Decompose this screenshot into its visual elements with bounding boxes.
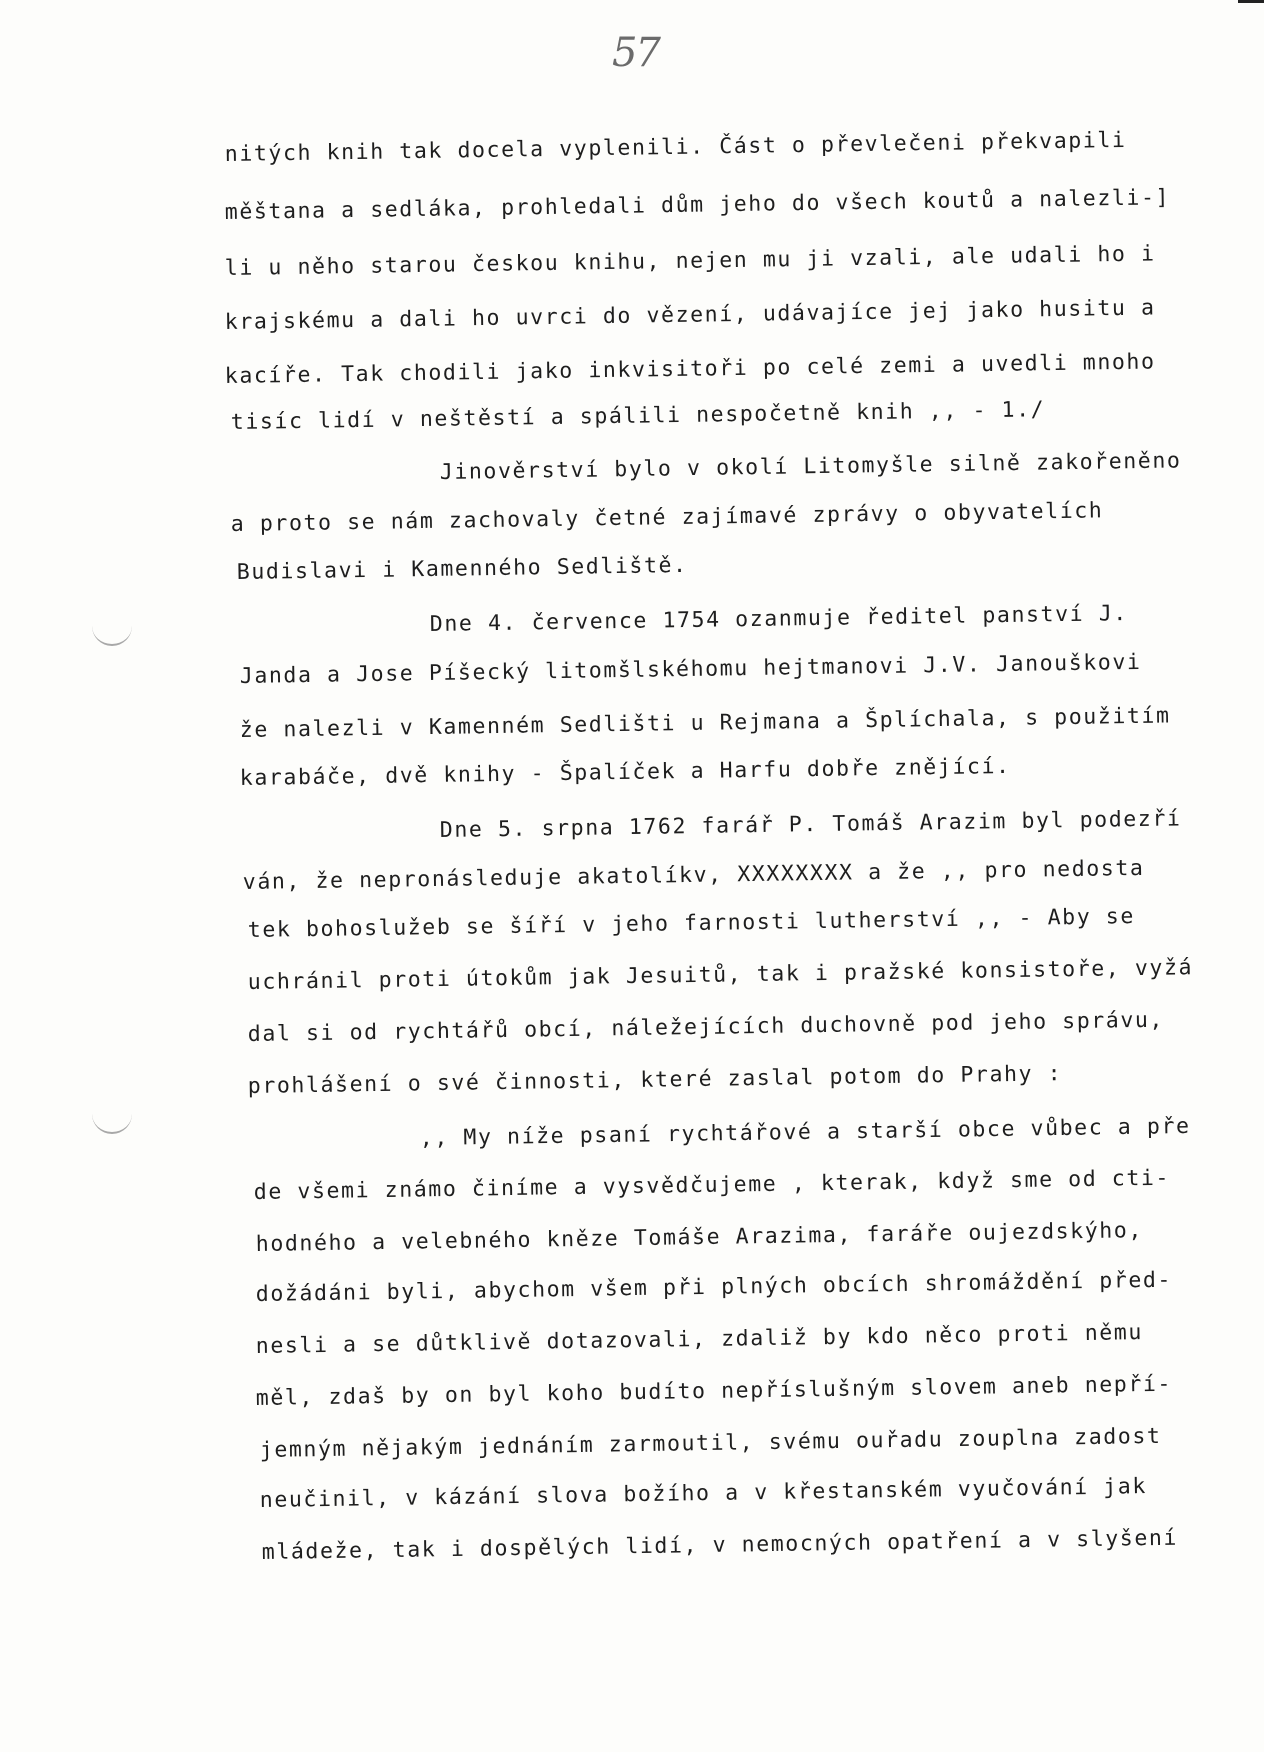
- text-line: dožádáni byli, abychom všem při plných obcích shromáždění před-: [255, 1267, 1173, 1307]
- text-line: že nalezli v Kamenném Sedlišti u Rejmana a Šplíchala, s použitím: [239, 703, 1171, 743]
- text-line: dal si od rychtářů obcí, náležejících duchovně pod jeho správu,: [247, 1007, 1165, 1047]
- text-line: krajskému a dali ho uvrci do vězení, udávajíce jej jako husitu a: [224, 295, 1156, 335]
- text-line: li u něho starou českou knihu, nejen mu ji vzali, ale udali ho i: [224, 241, 1156, 281]
- text-line: nitých knih tak docela vyplenili. Část o převlečeni překvapili: [224, 127, 1127, 167]
- text-line: měl, zdaš by on byl koho budíto nepříslušným slovem aneb nepří-: [255, 1371, 1173, 1411]
- text-line: Budislavi i Kamenného Sedliště.: [236, 552, 688, 585]
- text-line: tek bohoslužeb se šíří v jeho farnosti lutherství ,, - Aby se: [247, 904, 1136, 943]
- text-line: Jinověrství bylo v okolí Litomyšle silně zakořeněno: [439, 448, 1182, 485]
- text-line: ván, že nepronásleduje akatolíkv, XXXXXXXX a že ,, pro nedosta: [242, 855, 1145, 895]
- text-line: Dne 4. července 1754 ozanmuje ředitel panství J.: [429, 601, 1129, 637]
- text-line: kacíře. Tak chodili jako inkvisitoři po celé zemi a uvedli mnoho: [224, 349, 1156, 389]
- text-line: a proto se nám zachovaly četné zajímavé zprávy o obyvatelích: [230, 498, 1104, 537]
- text-line: ,, My níže psaní rychtářové a starší obce vůbec a pře: [419, 1113, 1191, 1151]
- text-line: karabáče, dvě knihy - Špalíček a Harfu dobře znějící.: [239, 753, 1011, 791]
- text-line: neučinil, v kázání slova božího a v křestanském vyučování jak: [259, 1474, 1148, 1513]
- text-line: Janda a Jose Píšecký litomšlskéhomu hejtmanovi J.V. Janouškovi: [239, 649, 1142, 689]
- text-line: de všemi známo činíme a vysvědčujeme , kterak, když sme od cti-: [253, 1165, 1171, 1205]
- text-line: měštana a sedláka, prohledali dům jeho do všech koutů a nalezli-]: [224, 185, 1171, 225]
- text-line: nesli a se důtklivě dotazovali, zdaliž by kdo něco proti němu: [255, 1320, 1144, 1359]
- text-line: Dne 5. srpna 1762 farář P. Tomáš Arazim byl podezří: [439, 806, 1182, 843]
- text-line: mládeže, tak i dospělých lidí, v nemocných opatření a v slyšení: [261, 1525, 1179, 1565]
- text-line: uchránil proti útokům jak Jesuitů, tak i pražské konsistoře, vyžá: [247, 955, 1194, 995]
- text-line: tisíc lidí v neštěstí a spálili nespočetně knih ,, - 1./: [230, 397, 1046, 435]
- text-line: hodného a velebného kněze Tomáše Arazima, faráře oujezdskýho,: [255, 1218, 1144, 1257]
- text-line: jemným nějakým jednáním zarmoutil, svému ouřadu zouplna zadost: [259, 1423, 1162, 1463]
- text-line: prohlášení o své činnosti, které zaslal potom do Prahy :: [247, 1061, 1063, 1099]
- page-number: 57: [612, 30, 659, 76]
